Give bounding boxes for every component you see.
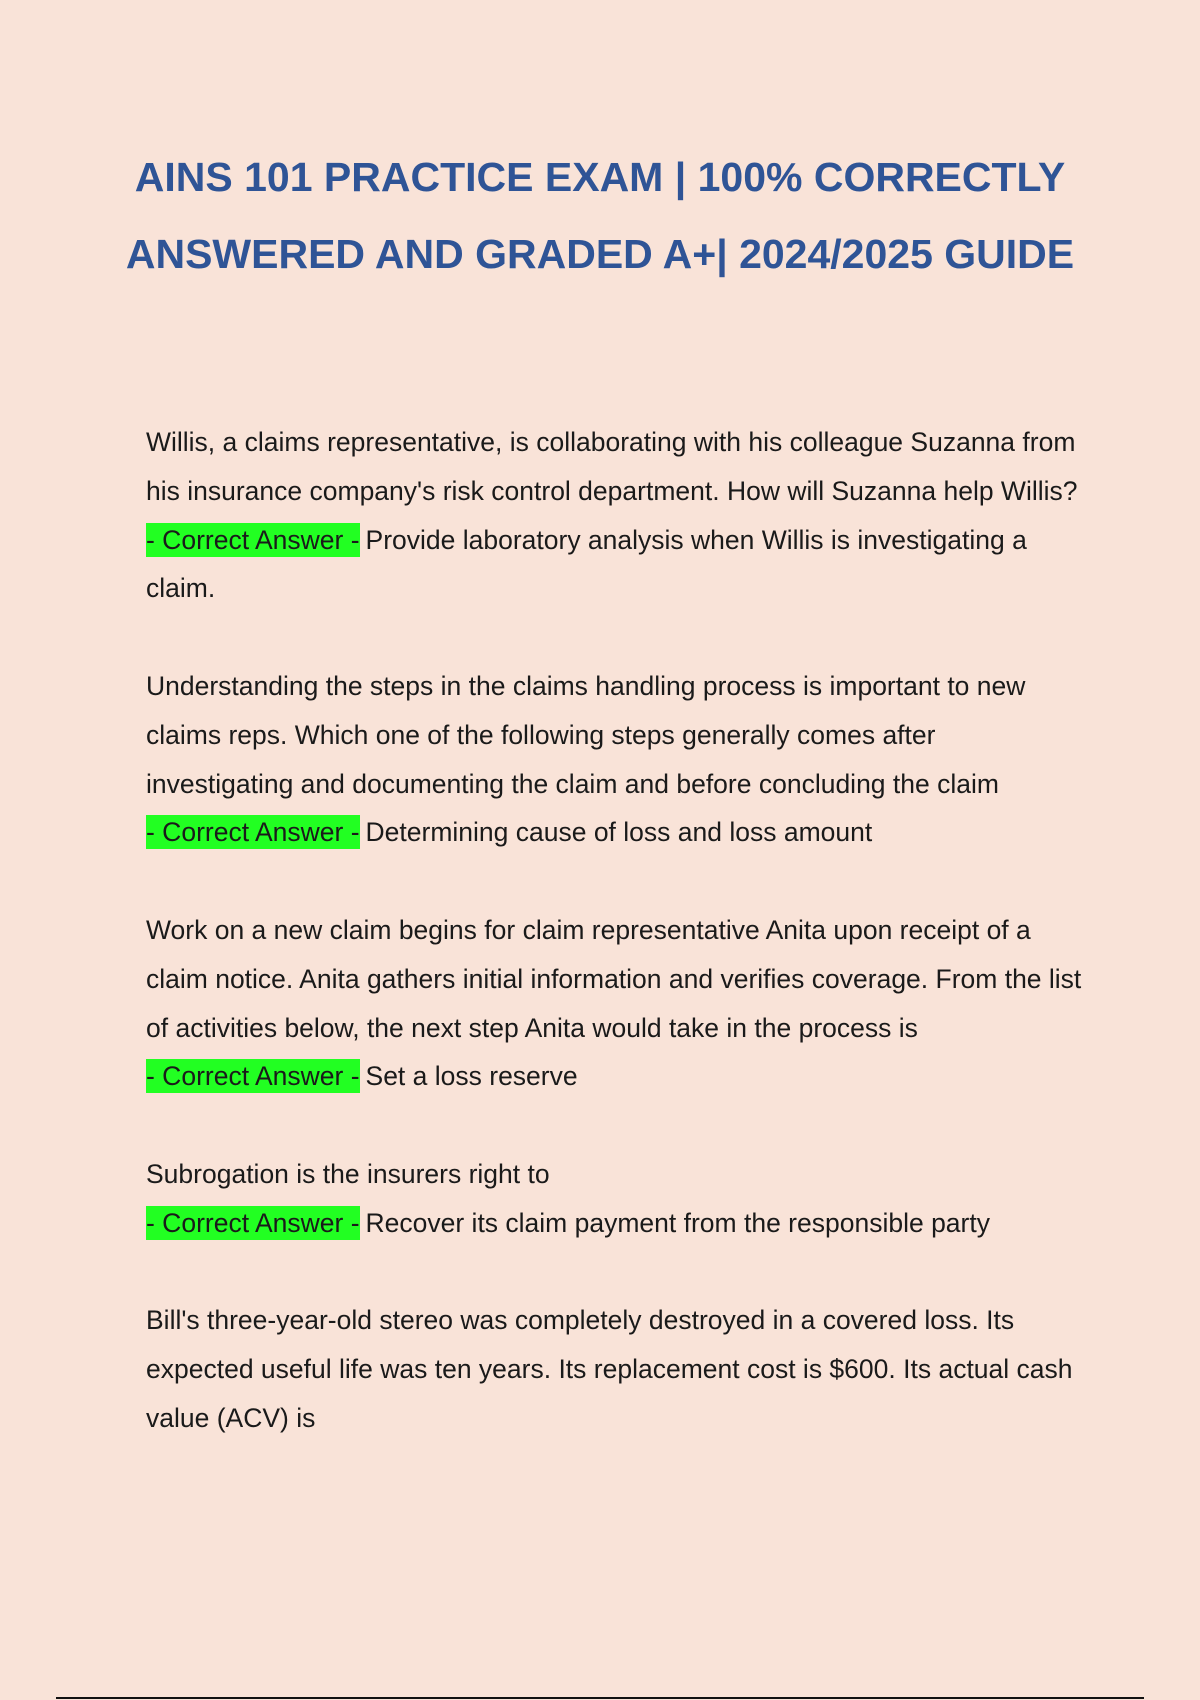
question-text: Understanding the steps in the claims handling process is important to new claims reps. Which one of the following steps generally comes after investigating and documenting the claim and before concluding the claim — [146, 670, 1026, 799]
document-title: AINS 101 PRACTICE EXAM | 100% CORRECTLY ANSWERED AND GRADED A+| 2024/2025 GUIDE — [125, 154, 1075, 277]
qa-item — [146, 906, 1086, 1101]
qa-item — [146, 1296, 1086, 1442]
answer-line — [146, 516, 1086, 614]
qa-item — [146, 662, 1086, 857]
correct-answer-tag: - Correct Answer - — [146, 1207, 360, 1238]
answer-text: Provide laboratory analysis when Willis is investigating a claim. — [146, 524, 1027, 604]
qa-list — [146, 418, 1086, 1492]
correct-answer-tag: - Correct Answer - — [146, 817, 360, 848]
answer-line — [146, 1052, 1086, 1101]
answer-text: Determining cause of loss and loss amount — [365, 817, 873, 848]
footer-divider — [56, 1697, 1144, 1699]
correct-answer-tag: - Correct Answer - — [146, 524, 360, 555]
question-text: Bill's three-year-old stereo was completely destroyed in a covered loss. Its expected useful life was ten years. Its replacement cost is $600. Its actual cash value (ACV) is — [146, 1305, 1073, 1433]
question-text: Work on a new claim begins for claim representative Anita upon receipt of a claim notice. Anita gathers initial information and verifies coverage. From the list of activities below, the next step Anita would take in the process is — [146, 914, 1082, 1043]
answer-line — [146, 1199, 1086, 1248]
correct-answer-tag: - Correct Answer - — [146, 1061, 360, 1092]
question-text: Willis, a claims representative, is collaborating with his colleague Suzanna from his insurance company's risk control department. How will Suzanna help Willis? — [146, 427, 1078, 506]
qa-item — [146, 418, 1086, 613]
question-text: Subrogation is the insurers right to — [146, 1158, 550, 1189]
answer-text: Set a loss reserve — [365, 1061, 578, 1092]
answer-line — [146, 808, 1086, 857]
answer-text: Recover its claim payment from the responsible party — [365, 1207, 990, 1238]
qa-item — [146, 1150, 1086, 1248]
